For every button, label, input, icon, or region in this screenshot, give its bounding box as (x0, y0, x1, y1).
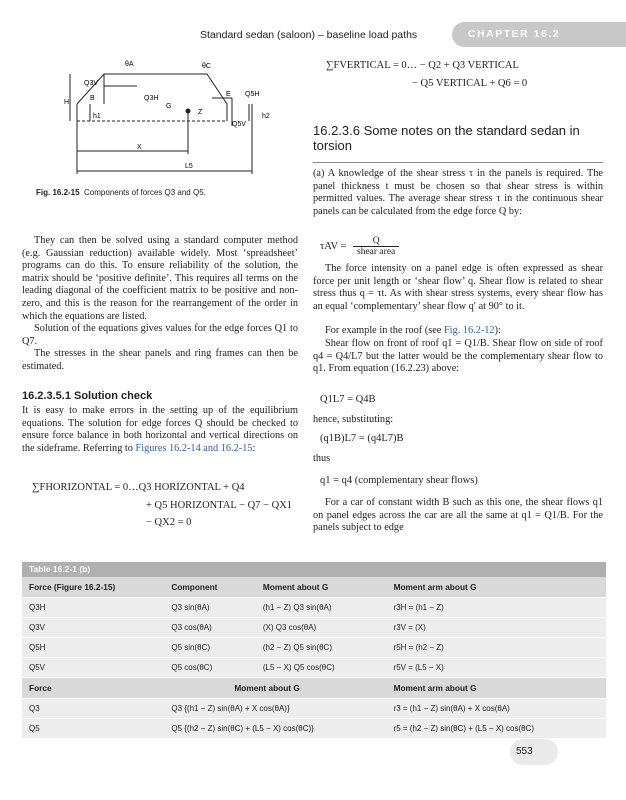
label-q5h: Q5H (245, 91, 260, 98)
label-h2: h2 (262, 113, 270, 120)
eq-substitute: (q1B)L7 = (q4L7)B (320, 433, 404, 444)
eq-vertical-1: ∑FVERTICAL = 0… − Q2 + Q3 VERTICAL (326, 60, 519, 71)
right-paragraph-6: thus (313, 453, 331, 464)
label-l5: L5 (185, 163, 193, 170)
label-e: E (226, 91, 231, 98)
table-title: Table 16.2-1 (b) (22, 562, 606, 577)
page-number: 553 (516, 746, 533, 757)
label-b: B (90, 95, 95, 102)
label-h1: h1 (93, 113, 101, 120)
label-h: H (64, 99, 70, 106)
eq-tau: τAV = Q shear area (320, 236, 399, 257)
table-row: Q3V Q3 cos(θA) (X) Q3 cos(θA) r3V = (X) (22, 618, 606, 638)
eq-horizontal-2: + Q5 HORIZONTAL − Q7 − QX1 (146, 500, 293, 511)
page-header (0, 0, 626, 50)
left-paragraph-2: Solution of the equations gives values for the edge forces Q1 to Q7. (22, 323, 298, 347)
left-paragraph-3: The stresses in the shear panels and ring frames can then be estimated. (22, 348, 298, 372)
table-header-row-2: Force Moment about G Moment arm about G (22, 678, 606, 699)
moments-table (22, 577, 606, 739)
label-q5v: Q5V (232, 121, 247, 128)
chapter-tab (452, 22, 626, 47)
left-paragraph-4: It is easy to make errors in the setting up of the equilibrium equations. The solution for edge forces Q should be checked to ensure force balance in both horizontal and vertical directions on the sideframe. Referring to Figures 16.2-14 and 16.2-15: (22, 405, 298, 454)
th-force: Force (Figure 16.2-15) (22, 577, 164, 598)
section-heading-torsion: 16.2.3.6 Some notes on the standard sedan in torsion (313, 123, 580, 153)
label-q3h: Q3H (144, 95, 159, 102)
eq-horizontal-3: − QX2 = 0 (146, 517, 192, 528)
figure-link-12[interactable]: Fig. 16.2-12 (443, 325, 495, 336)
figure-caption: Fig. 16.2-15 Components of forces Q3 and Q5. (36, 188, 206, 197)
th-component: Component (164, 577, 256, 598)
eq-vertical-2: − Q5 VERTICAL + Q6 = 0 (412, 78, 528, 89)
label-thetaA: θA (125, 61, 134, 68)
th-moment: Moment about G (256, 577, 387, 598)
eq-complementary: q1 = q4 (complementary shear flows) (320, 475, 478, 486)
left-paragraph-1: They can then be solved using a standard computer method (e.g. Gaussian reduction) available widely. Most ‘spreadsheet’ programs can do this. To ensure reliability of the solution, the matrix should be ‘positive definite’. This requires all terms on the leading diagonal of the coefficient matrix to be positive and non-zero, and this is the reason for the rearrangement of the order in which the equations are listed. (22, 235, 298, 322)
label-z: Z (198, 109, 203, 116)
right-paragraph-5: hence, substituting: (313, 414, 394, 425)
right-paragraph-7: For a car of constant width B such as this one, the shear flows q1 on panel edges across the car are all the same at q1 = Q1/B. For the panels subject to edge (313, 497, 603, 534)
right-paragraph-3: For example in the roof (see Fig. 16.2-12): (325, 325, 501, 336)
page-number-badge (510, 739, 558, 765)
chapter-label: CHAPTER 16.2 (468, 28, 561, 40)
figure-force-components (62, 56, 292, 181)
label-thetaC: θC (202, 63, 211, 70)
table-row: Q3H Q3 sin(θA) (h1 − Z) Q3 sin(θA) r3H = (h1 − Z) (22, 598, 606, 618)
right-paragraph-2: The force intensity on a panel edge is often expressed as shear force per unit length or ‘shear flow’ q. Shear flow is related to shear stress thus q = τt. As with shear stress systems, every shear flow has an equal ‘complementary’ shear flow q′ at 90° to it. (313, 263, 603, 312)
table-row: Q5V Q5 cos(θC) (L5 − X) Q5 cos(θC) r5V = (L5 − X) (22, 658, 606, 678)
eq-horizontal-1: ∑FHORIZONTAL = 0…Q3 HORIZONTAL + Q4 (32, 482, 245, 493)
th-arm: Moment arm about G (387, 577, 606, 598)
heading-rule (313, 162, 603, 163)
table-header-row (22, 577, 606, 598)
table-row: Q5H Q5 sin(θC) (h2 − Z) Q5 sin(θC) r5H = (h2 − Z) (22, 638, 606, 658)
table-row: Q5 Q5 {(h2 − Z) sin(θC) + (L5 − X) cos(θC)} r5 = (h2 − Z) sin(θC) + (L5 − X) cos(θC) (22, 719, 606, 739)
label-q3v: Q3V (84, 80, 99, 87)
figure-link[interactable]: Figures 16.2-14 and 16.2-15 (135, 442, 253, 454)
section-heading-solution-check: 16.2.3.5.1 Solution check (22, 390, 153, 402)
label-g: G (166, 103, 172, 110)
cg-point (186, 109, 191, 114)
running-title: Standard sedan (saloon) – baseline load paths (200, 29, 418, 41)
right-paragraph-4: Shear flow on front of roof q1 = Q1/B. Shear flow on side of roof q4 = Q4/L7 but the latter would be the complementary shear flow to q1. From equation (16.2.23) above: (313, 338, 603, 375)
right-paragraph-1: (a) A knowledge of the shear stress τ in the panels is required. The panel thickness t must be chosen so that shear stress is within permitted values. The average shear stress τ in the continuous shear panels can be calculated from the edge force Q by: (313, 168, 603, 217)
label-x: X (137, 144, 142, 151)
eq-q1l7: Q1L7 = Q4B (320, 394, 376, 405)
table-row: Q3 Q3 {(h1 − Z) sin(θA) + X cos(θA)} r3 = (h1 − Z) sin(θA) + X cos(θA) (22, 699, 606, 719)
